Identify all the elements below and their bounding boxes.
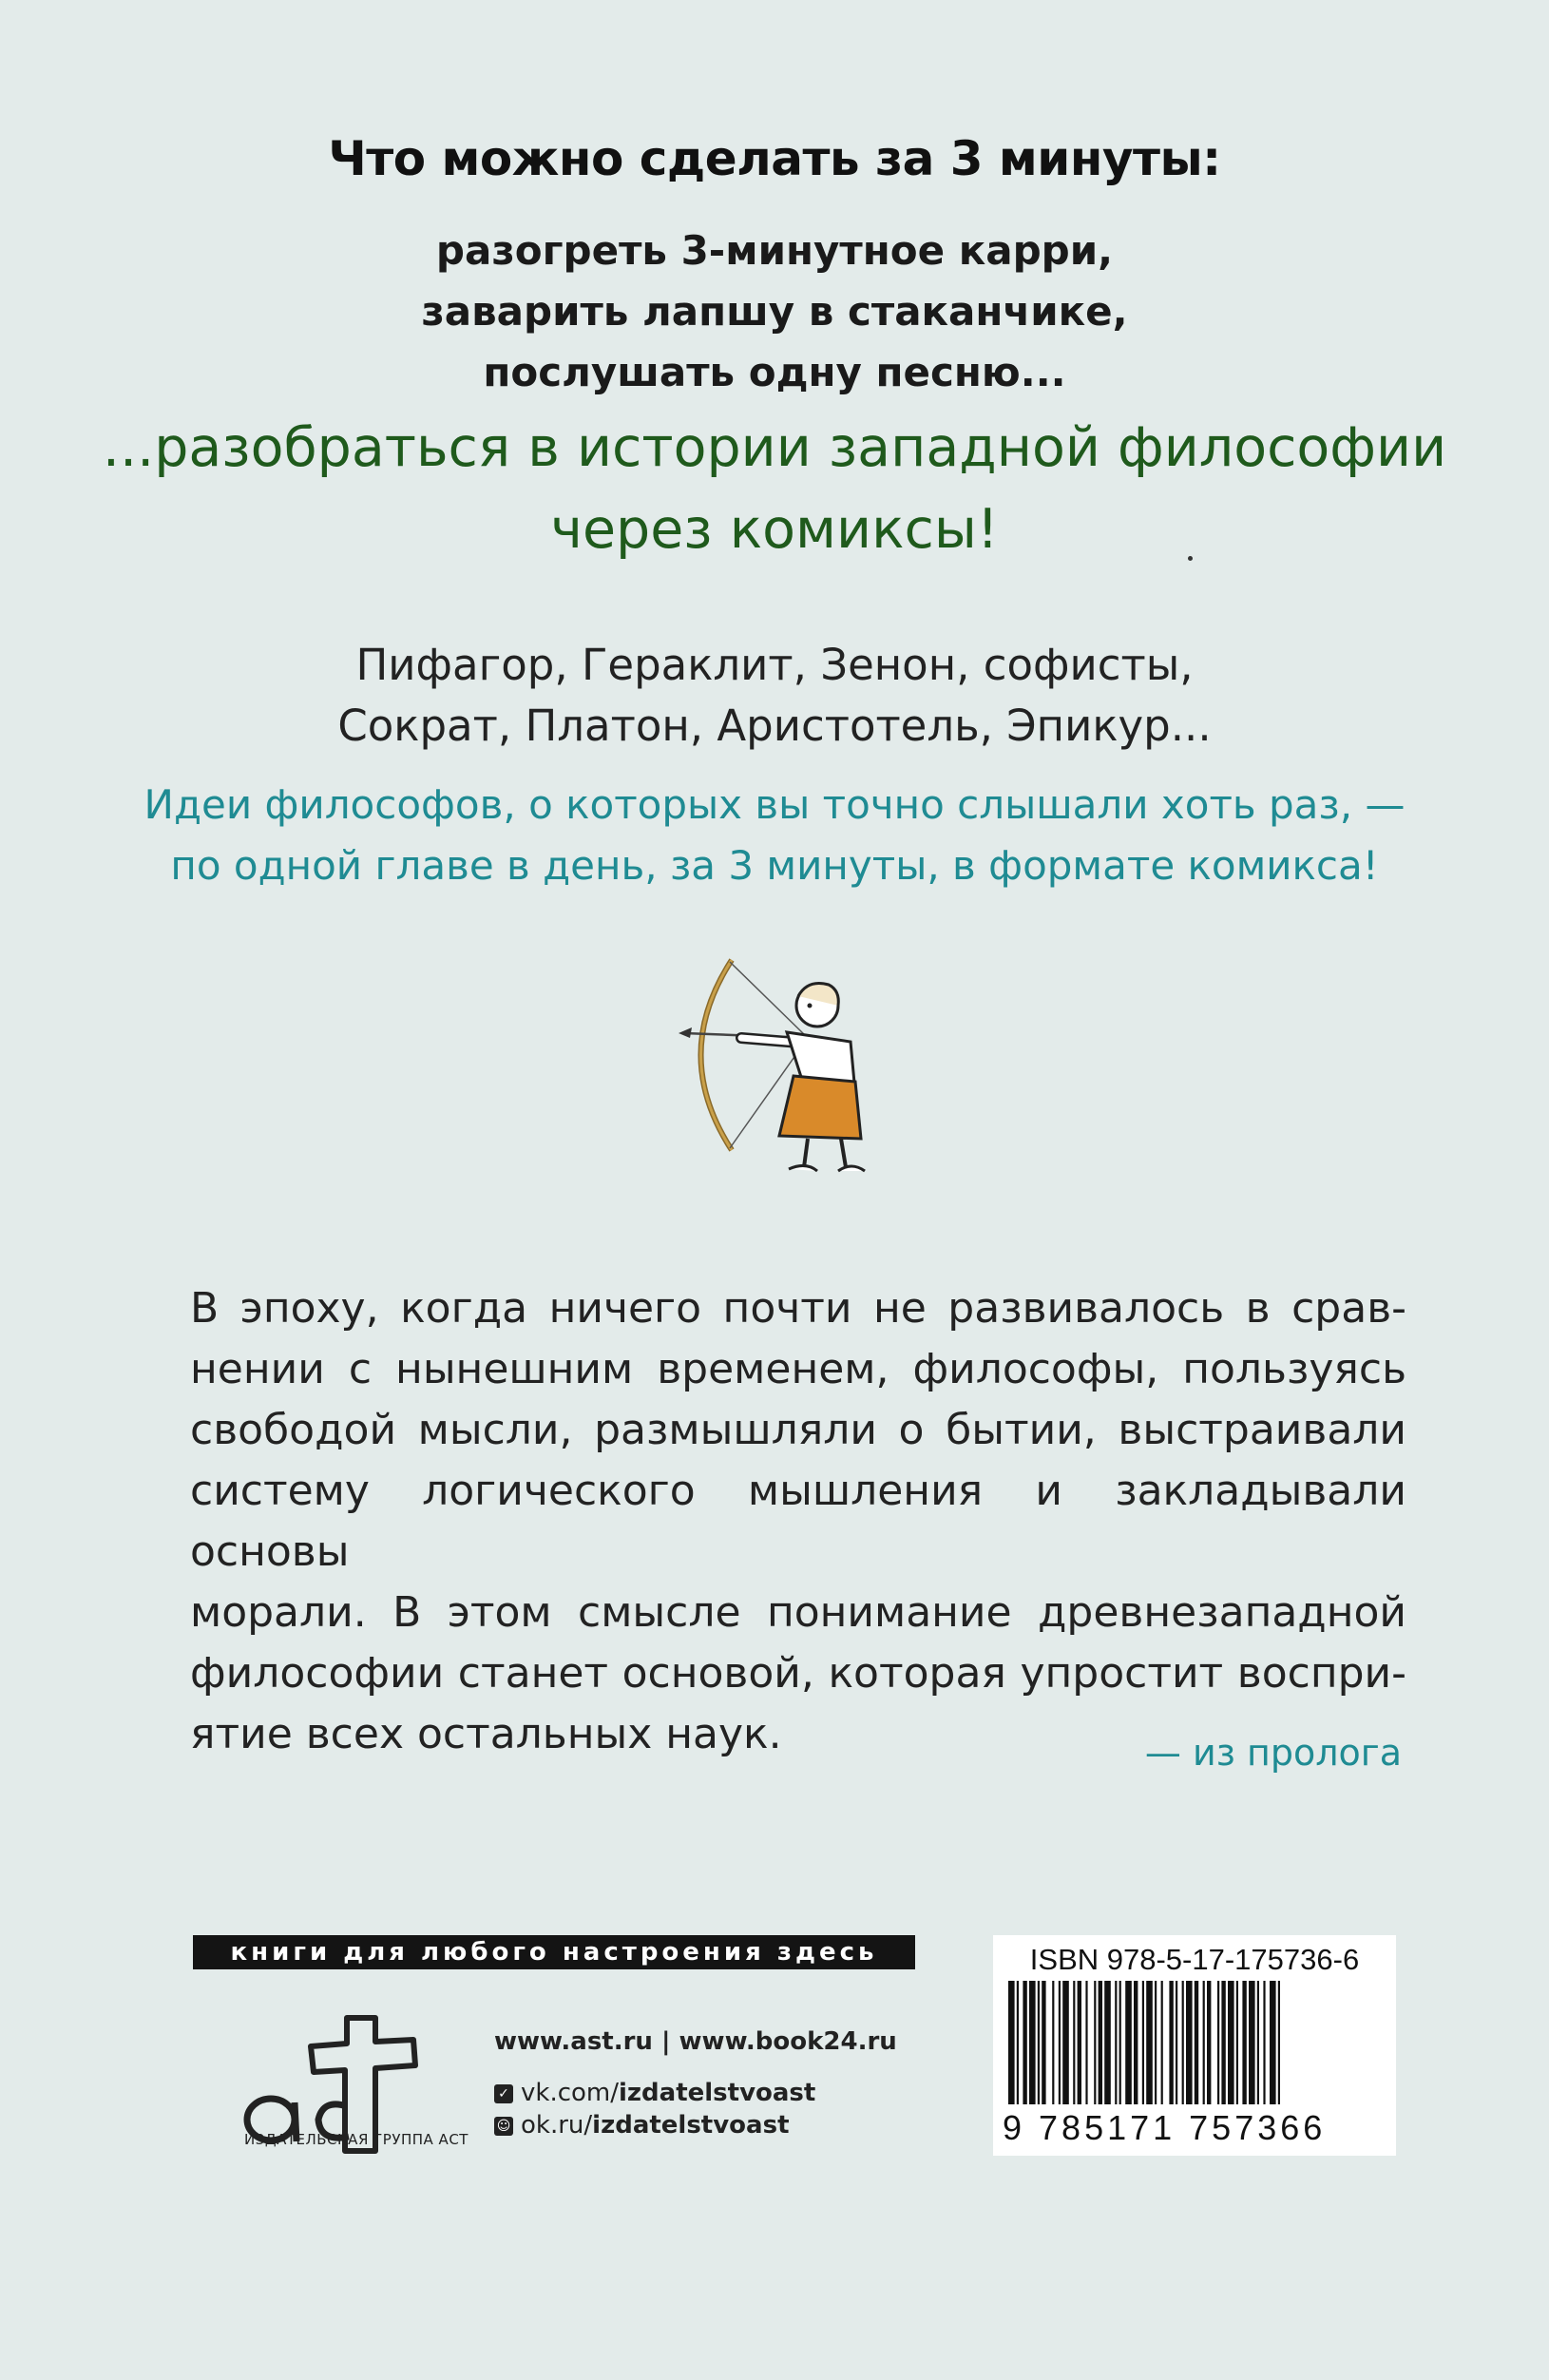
barcode-bar [1176,1981,1177,2104]
barcode-bar [1085,1981,1087,2104]
isbn-label: ISBN 978-5-17-175736-6 [1029,1943,1360,1976]
barcode-bar [1236,1981,1238,2104]
archer-philosopher-illustration [665,950,903,1188]
vk-link[interactable] [494,2079,815,2107]
teal-tagline [0,775,1549,896]
barcode-bar [1161,1981,1163,2104]
attribution: — из пролога [1144,1732,1402,1774]
barcode-bar [1115,1981,1117,2104]
barcode-bar [1278,1981,1280,2104]
green-line: через комиксы! [550,498,999,561]
barcode-bar [1217,1981,1219,2104]
intro-line: послушать одну песню... [483,349,1066,395]
ok-icon: ☺ [494,2117,513,2136]
barcode-bar [1078,1981,1081,2104]
barcode-bar [1263,1981,1265,2104]
philosopher-names [0,635,1549,757]
website-links[interactable]: www.ast.ru | www.book24.ru [494,2027,897,2056]
body-line: ятие всех остальных наук. [190,1710,782,1758]
green-tagline [0,407,1549,570]
ok-link[interactable] [494,2111,790,2140]
barcode-bar [1104,1981,1111,2104]
barcode-bar [1073,1981,1075,2104]
body-line: морали. В этом смысле понимание древнезападной [190,1588,1406,1637]
barcode-bar [1008,1981,1015,2104]
prologue-excerpt [190,1278,1406,1765]
heading: Что можно сделать за 3 минуты: [328,131,1221,186]
barcode-bar [1052,1981,1054,2104]
barcode-panel [993,1935,1396,2156]
barcode-bar [1029,1981,1036,2104]
teal-line: Идеи философов, о которых вы точно слышали хоть раз, — [143,781,1406,828]
intro-line: заварить лапшу в стаканчике, [421,288,1128,335]
barcode-bar [1062,1981,1069,2104]
teal-line: по одной главе в день, за 3 минуты, в формате комикса! [170,842,1379,889]
body-line: В эпоху, когда ничего почти не развивалось в срав- [190,1284,1406,1333]
body-line: нении с нынешним временем, философы, пользуясь [190,1345,1406,1393]
intro-list [0,221,1549,403]
ean-digits: 9 785171 757366 [1003,2108,1327,2147]
barcode-bar [1099,1981,1102,2104]
body-line: систему логического мышления и закладывали основы [190,1467,1406,1576]
barcode-bar [1134,1981,1138,2104]
stray-dot [1188,556,1193,561]
vk-icon: ✓ [494,2084,513,2103]
publisher-name: ИЗДАТЕЛЬСКАЯ ГРУППА АСТ [244,2131,469,2148]
barcode-bar [1146,1981,1153,2104]
vk-handle: izdatelstvoast [619,2079,816,2107]
barcode-bars [1004,1981,1385,2104]
barcode-bar [1242,1981,1246,2104]
names-line: Пифагор, Гераклит, Зенон, софисты, [355,640,1194,690]
barcode-bar [1203,1981,1205,2104]
barcode-bar [1125,1981,1132,2104]
barcode-bar [1182,1981,1184,2104]
barcode-bar [1169,1981,1173,2104]
barcode-bar [1038,1981,1040,2104]
vk-prefix: vk.com/ [521,2079,619,2107]
barcode-bar [1249,1981,1255,2104]
barcode-bar [1094,1981,1096,2104]
barcode-bar [1257,1981,1259,2104]
barcode-bar [1207,1981,1211,2104]
barcode-bar [1119,1981,1121,2104]
barcode-bar [1155,1981,1157,2104]
barcode-bar [1142,1981,1144,2104]
barcode-bar [1186,1981,1193,2104]
body-line: свободой мысли, размышляли о бытии, выстраивали [190,1406,1406,1454]
banner: книги для любого настроения здесь [193,1935,915,1969]
barcode-bar [1042,1981,1045,2104]
green-line: ...разобраться в истории западной философии [102,416,1447,479]
barcode-bar [1017,1981,1019,2104]
barcode-bar [1228,1981,1234,2104]
barcode-bar [1023,1981,1026,2104]
ok-handle: izdatelstvoast [592,2111,790,2140]
barcode-bar [1270,1981,1276,2104]
barcode-bar [1195,1981,1198,2104]
intro-line: разогреть 3-минутное карри, [435,227,1114,274]
ok-prefix: ok.ru/ [521,2111,593,2140]
names-line: Сократ, Платон, Аристотель, Эпикур... [337,701,1212,751]
barcode-bar [1221,1981,1225,2104]
body-line: философии станет основой, которая упростит воспри- [190,1649,1406,1698]
barcode-bar [1059,1981,1061,2104]
